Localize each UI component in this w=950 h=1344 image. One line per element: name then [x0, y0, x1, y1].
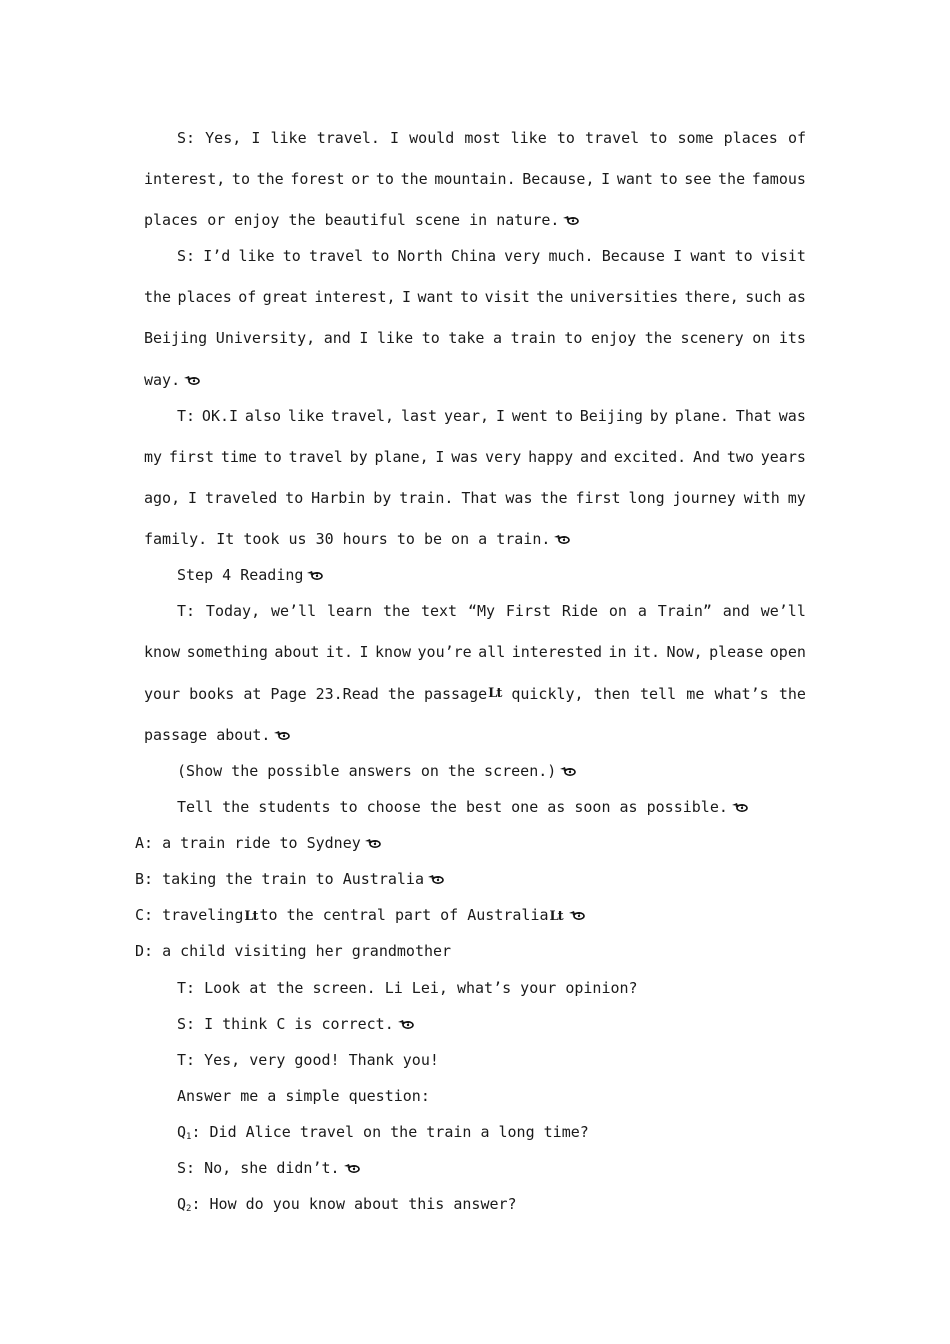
word: was — [778, 407, 806, 425]
text-line — [144, 447, 806, 467]
text-line — [144, 642, 806, 662]
word: my — [144, 448, 163, 466]
word: University, — [215, 329, 316, 347]
line-text: : Did Alice travel on the train a long time? — [191, 1123, 589, 1141]
word: the — [540, 489, 568, 507]
line-text: (Show the possible answers on the screen.) — [177, 762, 557, 780]
line-text: Q — [177, 1123, 187, 1141]
question-2 — [177, 1194, 517, 1219]
word: what’s — [714, 685, 769, 703]
word: year, — [443, 407, 490, 425]
word: we’ll — [760, 602, 806, 620]
question-1 — [177, 1122, 589, 1147]
word: and — [323, 329, 351, 347]
word: two — [726, 448, 754, 466]
word: some — [677, 129, 714, 147]
paragraph-mark-icon — [183, 374, 201, 386]
line-text: family. It took us 30 hours to be on a train. — [144, 530, 551, 548]
word: Train” — [657, 602, 712, 620]
word: to — [556, 129, 575, 147]
word: a — [637, 602, 647, 620]
word: to — [734, 247, 753, 265]
word: travel. — [316, 129, 380, 147]
word: learn — [326, 602, 373, 620]
word: I — [495, 407, 505, 425]
word: know — [374, 643, 412, 661]
word: travel, — [330, 407, 395, 425]
line-text: your books at Page 23.Read the passage — [144, 685, 488, 703]
word: I — [359, 643, 369, 661]
word: interest, — [144, 170, 226, 188]
word: first — [575, 489, 621, 507]
word: China — [450, 247, 496, 265]
line-text: S: No, she didn’t. — [177, 1159, 340, 1177]
word: universities — [569, 288, 679, 306]
word: I — [673, 247, 683, 265]
paragraph-mark-icon — [568, 909, 586, 921]
question-number: 1 — [186, 1132, 192, 1142]
word: see — [684, 170, 712, 188]
paragraph-mark-icon — [397, 1018, 415, 1030]
word: to — [371, 247, 390, 265]
word: something — [186, 643, 268, 661]
line-text: Q — [177, 1195, 187, 1213]
word: to — [263, 448, 282, 466]
word: the — [256, 170, 284, 188]
word: by — [349, 448, 368, 466]
word: travel — [288, 448, 343, 466]
word: by — [373, 489, 392, 507]
word: to — [231, 170, 250, 188]
paragraph-mark-icon — [306, 569, 324, 581]
text-line — [177, 978, 638, 998]
word: quickly, — [511, 685, 584, 703]
word: much. — [548, 247, 594, 265]
word: traveled — [205, 489, 278, 507]
word: on — [608, 602, 627, 620]
word: by — [649, 407, 668, 425]
word: scenery — [680, 329, 744, 347]
word: to — [659, 170, 678, 188]
word: very — [485, 448, 522, 466]
text-line — [144, 488, 806, 508]
paragraph-mark-icon — [364, 837, 382, 849]
word: of — [238, 288, 257, 306]
word: with — [743, 489, 780, 507]
line-text: A: a train ride to Sydney — [135, 834, 361, 852]
word: places — [177, 288, 232, 306]
option-c — [135, 905, 586, 927]
text-line — [177, 128, 806, 148]
text-line — [177, 1158, 361, 1178]
word: was — [505, 489, 533, 507]
line-text: passage about. — [144, 726, 271, 744]
line-text: C: traveling — [135, 906, 244, 924]
word: last — [400, 407, 438, 425]
word: I — [251, 129, 261, 147]
word: the — [144, 288, 172, 306]
word: know — [144, 643, 181, 661]
line-text: places or enjoy the beautiful scene in nature. — [144, 211, 560, 229]
word: I — [359, 329, 369, 347]
word: would — [409, 129, 455, 147]
paragraph-mark-icon — [553, 533, 571, 545]
line-text: S: I think C is correct. — [177, 1015, 394, 1033]
word: and — [722, 602, 750, 620]
word: Harbin — [311, 489, 366, 507]
line-text: : How do you know about this answer? — [191, 1195, 517, 1213]
word: mountain. — [434, 170, 516, 188]
word: like — [238, 247, 275, 265]
word: Now, — [666, 643, 703, 661]
word: very — [504, 247, 541, 265]
word: Today, — [205, 602, 261, 620]
word: open — [769, 643, 806, 661]
word: S: — [177, 129, 196, 147]
line-text: Tell the students to choose the best one as soon as possible. — [177, 798, 728, 816]
word: take — [448, 329, 485, 347]
word: in — [608, 643, 627, 661]
word: it. — [633, 643, 661, 661]
word: tell — [640, 685, 677, 703]
text-line — [144, 529, 571, 549]
word: want — [616, 170, 653, 188]
word: places — [723, 129, 778, 147]
word: travel — [308, 247, 364, 265]
word: went — [511, 407, 548, 425]
word: want — [690, 247, 727, 265]
word: text — [420, 602, 458, 620]
word: famous — [751, 170, 806, 188]
word: excited. — [613, 448, 687, 466]
word: That — [461, 489, 498, 507]
word: train. — [399, 489, 454, 507]
line-text: B: taking the train to Australia — [135, 870, 424, 888]
word: to — [421, 329, 440, 347]
option-b — [135, 869, 445, 889]
word: the — [718, 170, 746, 188]
word: the — [383, 602, 411, 620]
word: interested — [511, 643, 603, 661]
word: visit — [484, 288, 530, 306]
section-heading — [177, 565, 324, 585]
word: of — [787, 129, 806, 147]
word: the — [778, 685, 806, 703]
word: like — [270, 129, 307, 147]
word: train — [510, 329, 556, 347]
word: you’re — [417, 643, 472, 661]
word: its — [778, 329, 806, 347]
text-line — [177, 797, 749, 817]
word: interest, — [314, 288, 396, 306]
word: plane, — [374, 448, 429, 466]
paragraph-mark-icon — [559, 765, 577, 777]
word: me — [686, 685, 705, 703]
word: I’d — [203, 247, 231, 265]
word: T: — [177, 407, 196, 425]
word: to — [564, 329, 583, 347]
word: all — [478, 643, 506, 661]
text-line — [177, 761, 577, 781]
word: like — [287, 407, 325, 425]
text-line — [144, 684, 806, 704]
word: then — [593, 685, 630, 703]
paragraph-mark-icon — [273, 729, 291, 741]
word: I — [402, 288, 412, 306]
word: I — [390, 129, 400, 147]
word: or — [351, 170, 370, 188]
word: Ride — [561, 602, 599, 620]
text-line — [177, 246, 806, 266]
word: we’ll — [270, 602, 317, 620]
word: I — [435, 448, 445, 466]
text-line — [177, 406, 806, 426]
word: and — [580, 448, 608, 466]
word: like — [510, 129, 547, 147]
word: I — [601, 170, 611, 188]
word: like — [377, 329, 414, 347]
word: First — [505, 602, 552, 620]
option-a — [135, 833, 382, 853]
word: great — [262, 288, 308, 306]
word: Because — [601, 247, 665, 265]
word: also — [244, 407, 282, 425]
word: there, — [684, 288, 739, 306]
text-line — [177, 1086, 430, 1106]
word: first — [168, 448, 215, 466]
line-text: Step 4 Reading — [177, 566, 304, 584]
word: about — [274, 643, 320, 661]
word: to — [554, 407, 573, 425]
line-text: D: a child visiting her grandmother — [135, 942, 452, 960]
text-line — [177, 601, 806, 621]
paragraph-mark-icon — [343, 1162, 361, 1174]
word: travel — [585, 129, 640, 147]
line-text: T: Yes, very good! Thank you! — [177, 1051, 439, 1069]
word: Because, — [522, 170, 595, 188]
text-line — [144, 328, 806, 348]
text-line — [177, 1014, 415, 1034]
word: North — [397, 247, 443, 265]
text-line — [144, 287, 806, 307]
word: years — [760, 448, 806, 466]
inline-mark: Lt — [244, 909, 258, 924]
word: And — [692, 448, 721, 466]
word: That — [735, 407, 772, 425]
line-text: Answer me a simple question: — [177, 1087, 430, 1105]
word: it. — [325, 643, 354, 661]
word: the — [400, 170, 428, 188]
line-text: way. — [144, 371, 181, 389]
word: to — [649, 129, 668, 147]
word: a — [493, 329, 503, 347]
word: such — [745, 288, 782, 306]
text-line — [144, 169, 806, 189]
word: most — [464, 129, 501, 147]
word: time — [220, 448, 257, 466]
word: OK.I — [201, 407, 239, 425]
text-line — [177, 1050, 439, 1070]
word: to — [460, 288, 479, 306]
word: forest — [290, 170, 345, 188]
word: enjoy — [591, 329, 637, 347]
word: as — [787, 288, 806, 306]
word: Beijing — [144, 329, 208, 347]
word: please — [709, 643, 764, 661]
word: “My — [467, 602, 496, 620]
line-text: to the central part of Australia — [259, 906, 549, 924]
paragraph-mark-icon — [427, 873, 445, 885]
word: visit — [760, 247, 806, 265]
word: I — [188, 489, 198, 507]
word: to — [285, 489, 304, 507]
word: long — [628, 489, 665, 507]
word: to — [375, 170, 394, 188]
word: journey — [672, 489, 736, 507]
word: Beijing — [579, 407, 643, 425]
line-text: T: Look at the screen. Li Lei, what’s your opinion? — [177, 979, 638, 997]
inline-mark: Lt — [549, 909, 563, 924]
word: ago, — [144, 489, 181, 507]
word: my — [787, 489, 806, 507]
paragraph-mark-icon — [731, 801, 749, 813]
word: the — [536, 288, 564, 306]
inline-mark: Lt — [488, 686, 502, 701]
word: plane. — [674, 407, 729, 425]
word: happy — [528, 448, 574, 466]
text-line — [144, 210, 580, 230]
word: was — [451, 448, 479, 466]
text-line — [144, 725, 291, 745]
question-number: 2 — [186, 1204, 192, 1214]
paragraph-mark-icon — [562, 214, 580, 226]
word: to — [282, 247, 301, 265]
word: on — [752, 329, 771, 347]
word: want — [417, 288, 454, 306]
word: T: — [177, 602, 196, 620]
option-d — [135, 941, 451, 961]
word: the — [644, 329, 672, 347]
text-line — [144, 370, 201, 390]
word: S: — [177, 247, 196, 265]
word: Yes, — [205, 129, 242, 147]
